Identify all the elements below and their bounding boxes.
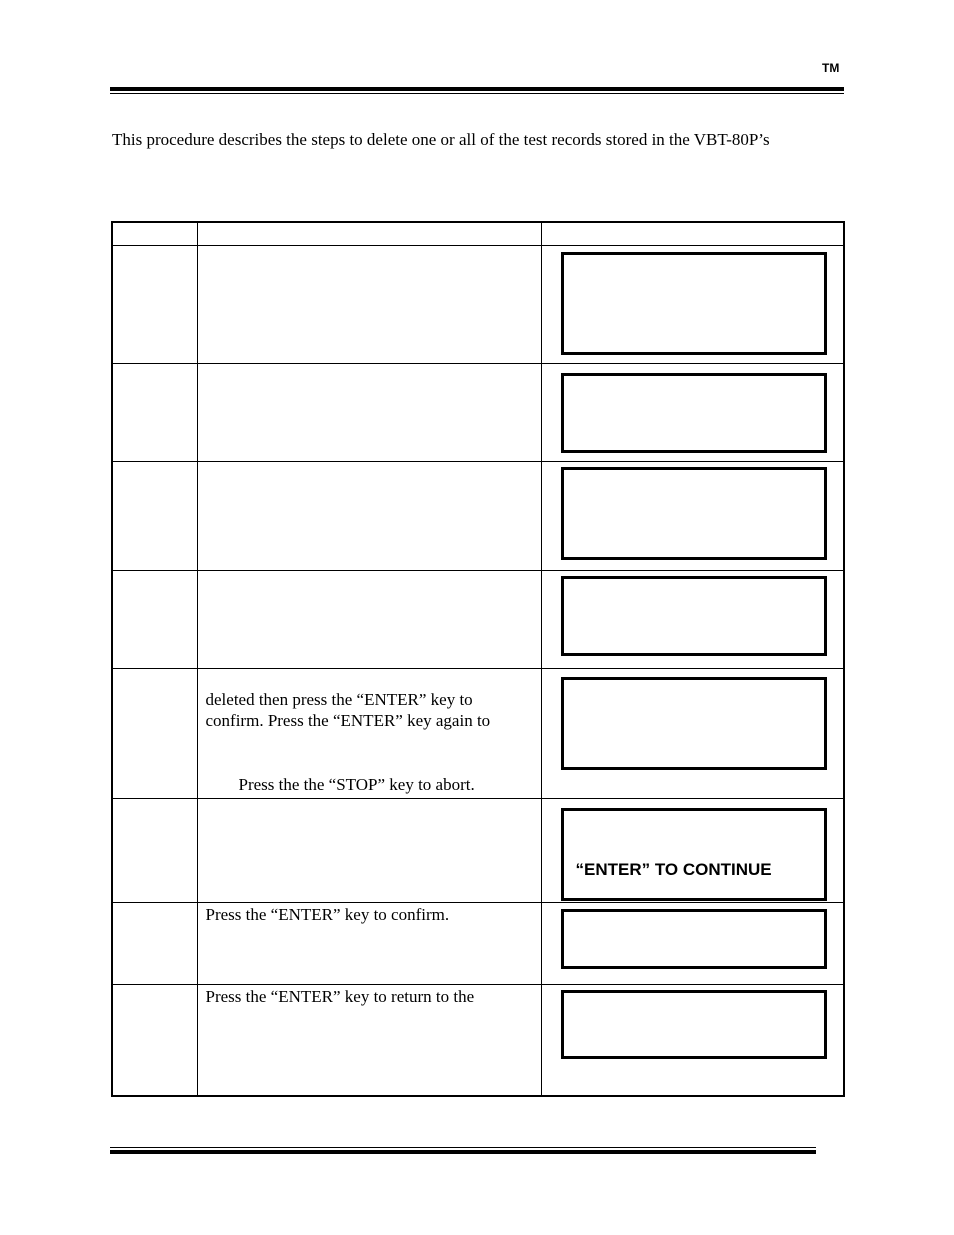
header-rule-thick xyxy=(110,87,844,91)
lcd-display: “ENTER” TO CONTINUE xyxy=(561,808,827,901)
step-cell xyxy=(112,363,197,461)
procedure-table xyxy=(111,221,845,1097)
display-cell xyxy=(541,363,844,461)
trademark-mark: TM xyxy=(822,61,840,75)
table-row xyxy=(112,461,844,570)
table-row xyxy=(112,798,844,902)
lcd-display xyxy=(561,467,827,560)
instruction-line: deleted then press the “ENTER” key to xyxy=(205,689,473,709)
display-cell xyxy=(541,245,844,363)
table-row xyxy=(112,570,844,668)
lcd-display xyxy=(561,990,827,1059)
table-header-row xyxy=(112,222,844,245)
instruction-cell xyxy=(197,570,541,668)
table-row xyxy=(112,668,844,798)
table-row xyxy=(112,245,844,363)
instruction-column-header xyxy=(197,222,541,245)
instruction-line: Press the “ENTER” key to confirm. xyxy=(205,904,450,924)
instruction-cell xyxy=(197,245,541,363)
instruction-cell xyxy=(197,984,541,1096)
instruction-cell xyxy=(197,461,541,570)
display-cell xyxy=(541,902,844,984)
header-rule-thin xyxy=(110,93,844,94)
table-row xyxy=(112,902,844,984)
display-cell xyxy=(541,984,844,1096)
table-row xyxy=(112,363,844,461)
step-cell xyxy=(112,798,197,902)
display-cell xyxy=(541,668,844,798)
instruction-cell xyxy=(197,363,541,461)
table-row xyxy=(112,984,844,1096)
lcd-display xyxy=(561,373,827,453)
lcd-display xyxy=(561,909,827,969)
step-cell xyxy=(112,668,197,798)
step-cell xyxy=(112,984,197,1096)
instruction-line: confirm. Press the “ENTER” key again to xyxy=(205,710,491,730)
instruction-note: Press the the “STOP” key to abort. xyxy=(238,774,475,794)
display-column-header xyxy=(541,222,844,245)
lcd-display xyxy=(561,576,827,656)
display-cell xyxy=(541,570,844,668)
instruction-cell xyxy=(197,902,541,984)
instruction-cell xyxy=(197,798,541,902)
step-cell xyxy=(112,570,197,668)
step-cell xyxy=(112,902,197,984)
display-cell xyxy=(541,461,844,570)
lcd-display xyxy=(561,677,827,770)
intro-paragraph: This procedure describes the steps to delete one or all of the test records stored in the VBT-80P’s xyxy=(112,130,770,149)
display-cell xyxy=(541,798,844,902)
instruction-cell xyxy=(197,668,541,798)
step-cell xyxy=(112,245,197,363)
lcd-display xyxy=(561,252,827,355)
step-column-header xyxy=(112,222,197,245)
instruction-line: Press the “ENTER” key to return to the xyxy=(205,986,475,1006)
footer-rule-thin xyxy=(110,1147,816,1148)
step-cell xyxy=(112,461,197,570)
footer-rule-thick xyxy=(110,1150,816,1154)
